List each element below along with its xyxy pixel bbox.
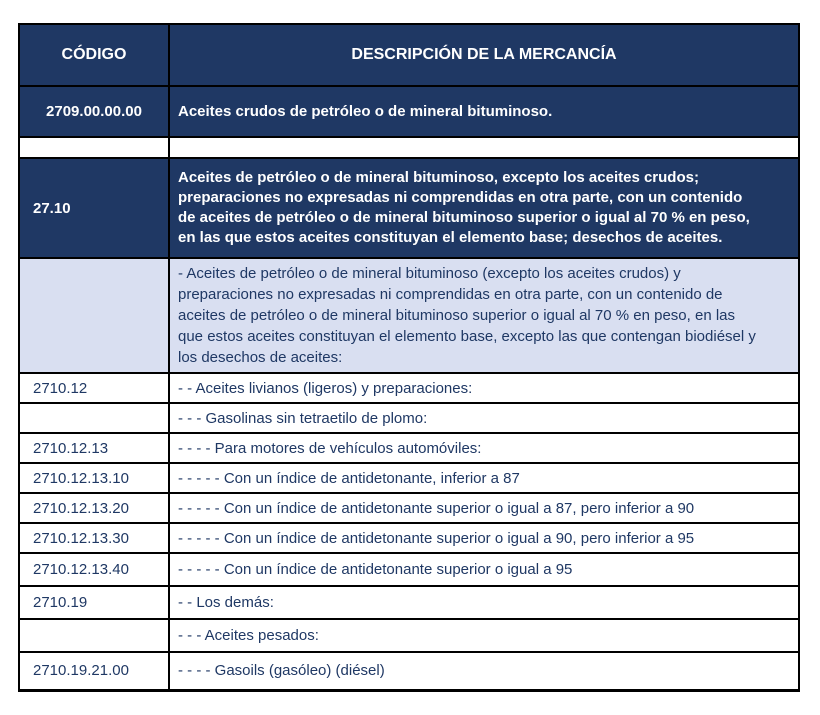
description-cell: - - - - Para motores de vehículos automóviles: — [169, 433, 799, 463]
description-cell: - - - Aceites pesados: — [169, 619, 799, 652]
table-row-2709 — [19, 86, 799, 137]
code-cell: 27.10 — [19, 158, 169, 258]
code-cell: 2710.19 — [19, 586, 169, 619]
code-cell: 2710.12.13.30 — [19, 523, 169, 553]
description-cell: - - - - - Con un índice de antidetonante superior o igual a 90, pero inferior a 95 — [169, 523, 799, 553]
code-cell — [19, 619, 169, 652]
code-cell: 2710.12.13.40 — [19, 553, 169, 586]
description-cell: - - Los demás: — [169, 586, 799, 619]
table-header-row — [19, 24, 799, 86]
code-cell: 2710.12.13 — [19, 433, 169, 463]
table-row-empty — [19, 137, 799, 158]
table-row-2710-heading — [19, 158, 799, 258]
table-row-gasoils — [19, 652, 799, 690]
code-cell: 2709.00.00.00 — [19, 86, 169, 137]
description-cell: - - - - Gasoils (gasóleo) (diésel) — [169, 652, 799, 690]
table-row-2710121310 — [19, 463, 799, 493]
description-cell: - - - - - Con un índice de antidetonante superior o igual a 95 — [169, 553, 799, 586]
table-row-27101213 — [19, 433, 799, 463]
code-cell: 2710.12.13.10 — [19, 463, 169, 493]
code-cell — [19, 137, 169, 158]
code-cell: 2710.12 — [19, 373, 169, 403]
description-cell: - - - Gasolinas sin tetraetilo de plomo: — [169, 403, 799, 433]
table-row-subheading — [19, 258, 799, 373]
table-row-271019 — [19, 586, 799, 619]
code-cell — [19, 258, 169, 373]
description-cell: - - Aceites livianos (ligeros) y preparaciones: — [169, 373, 799, 403]
table-row-aceites-pesados — [19, 619, 799, 652]
table-row-2710121340 — [19, 553, 799, 586]
code-cell: 2710.12.13.20 — [19, 493, 169, 523]
description-cell: - Aceites de petróleo o de mineral bituminoso (excepto los aceites crudos) y preparaciones no expresadas ni comprendidas en otra parte, con un contenido de aceites de petróleo o de mineral bituminoso superior o igual al 70 % en peso, en las que estos aceites constituyan el elemento base, excepto las que contengan biodiésel y los desechos de aceites: — [169, 258, 799, 373]
description-cell: Aceites crudos de petróleo o de mineral bituminoso. — [169, 86, 799, 137]
code-cell — [19, 403, 169, 433]
table-row-2710121320 — [19, 493, 799, 523]
table-row-271012 — [19, 373, 799, 403]
table-row-gasolinas — [19, 403, 799, 433]
description-cell — [169, 137, 799, 158]
table-row-2710121330 — [19, 523, 799, 553]
header-cell-codigo: CÓDIGO — [19, 24, 169, 86]
code-cell: 2710.19.21.00 — [19, 652, 169, 690]
description-cell: - - - - - Con un índice de antidetonante, inferior a 87 — [169, 463, 799, 493]
header-cell-descripcion: DESCRIPCIÓN DE LA MERCANCÍA — [169, 24, 799, 86]
description-cell: Aceites de petróleo o de mineral bituminoso, excepto los aceites crudos; preparaciones no expresadas ni comprendidas en otra parte, con un contenido de aceites de petróleo o de mineral bituminoso superior o igual al 70 % en peso, en las que estos aceites constituyan el elemento base; desechos de aceites. — [169, 158, 799, 258]
tariff-table — [18, 23, 800, 692]
description-cell: - - - - - Con un índice de antidetonante superior o igual a 87, pero inferior a 90 — [169, 493, 799, 523]
